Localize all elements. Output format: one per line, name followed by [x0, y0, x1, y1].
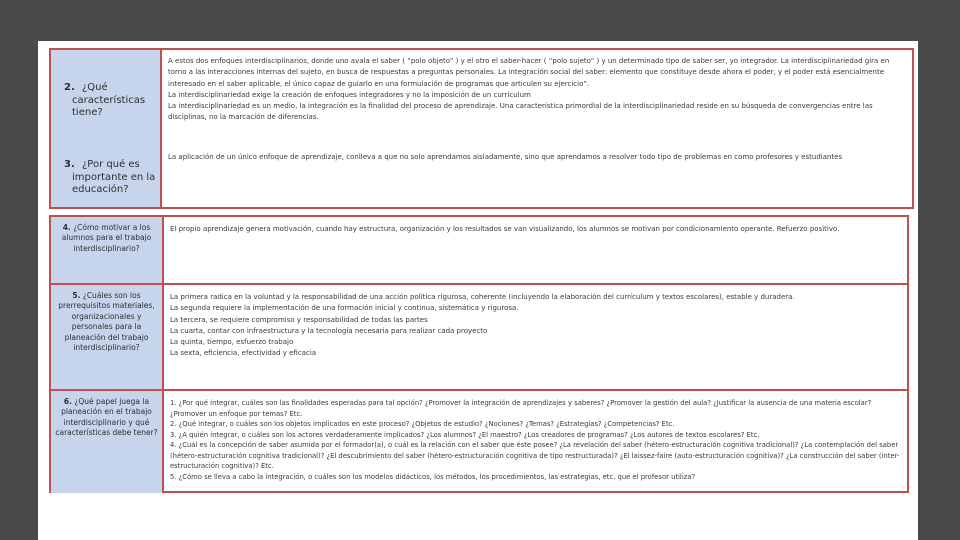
- answer-paragraph: 2. ¿Qué integrar, o cuáles son los objetos implicados en este proceso? ¿Objetos de estudio? ¿Nociones? ¿Temas? ¿Estrategias? ¿Competencias? Etc.: [170, 420, 675, 428]
- answer-paragraph: La aplicación de un único enfoque de aprendizaje, conlleva a que no solo aprendamos aisladamente, sino que aprendamos a resolver todo tipo de problemas en como profesores y estudiantes: [168, 153, 843, 161]
- answer-paragraph: 3. ¿A quién integrar, o cuáles son los actores verdaderamente implicados? ¿Los alumnos? ¿El maestro? ¿Los creadores de programas? ¿Los autores de textos escolares? Etc.: [170, 430, 760, 439]
- question-number: 5.: [72, 291, 81, 300]
- question-cell-6: [51, 391, 164, 493]
- answer-cell-4: [164, 217, 907, 283]
- answer-paragraph: 4. ¿Cuál es la concepción de saber asumida por el formador(a), o cuál es la relación con el saber que éste posee? ¿La revelación del saber (hétero-estructuración cognitiva tradicional)? ¿La contemplación del saber (hétero-estructuración cognitiva tradicional)? ¿El descubrimiento del saber (hétero-estructuración cognitiva de tipo restructurada)? ¿El laissez-faire (auto-estructuración cognitiva)? ¿La construcción del saber (inter-estructuración cognitiva)? Etc.: [170, 441, 900, 470]
- answer-paragraph: La interdisciplinariedad exige la creación de enfoques integradores y no la imposición de un currículum: [168, 90, 531, 99]
- answer-paragraph: La tercera, se requiere compromiso y responsabilidad de todas las partes: [170, 315, 428, 324]
- question-number: 3.: [64, 159, 75, 170]
- table-row-6: [49, 389, 909, 493]
- question-text: ¿Qué papel juega la planeación en el trabajo interdisciplinario y qué características debe tener?: [55, 397, 158, 438]
- question-text: ¿Cuáles son los prerrequisitos materiales, organizacionales y personales para la planeación del trabajo interdisciplinario?: [58, 291, 155, 353]
- slide: [38, 41, 918, 540]
- table-row-3: [49, 145, 914, 209]
- question-cell-4: [51, 217, 164, 285]
- answer-paragraph: El propio aprendizaje genera motivación, cuando hay estructura, organización y los resultados se van visualizando, los alumnos se motivan por condicionamiento operante. Refuerzo positivo.: [170, 225, 840, 233]
- answer-paragraph: La cuarta, contar con infraestructura y la tecnología necesaria para realizar cada proyecto: [170, 326, 488, 335]
- answer-paragraph: La quinta, tiempo, esfuerzo trabajo: [170, 338, 294, 347]
- answer-paragraph: La interdisciplinariedad es un medio, la integración es la finalidad del proceso de aprendizaje. Una característica primordial de la interdisciplinariedad reside en su búsqueda de convergencias entre las disciplinas, no la marcación de diferencias.: [168, 102, 873, 122]
- answer-paragraph: La primera radica en la voluntad y la responsabilidad de una acción política rigurosa, coherente (incluyendo la elaboración del currículum y textos escolares), estable y duradera.: [170, 293, 795, 301]
- question-number: 6.: [63, 397, 72, 406]
- question-text: ¿Cómo motivar a los alumnos para el trabajo interdisciplinario?: [61, 223, 152, 253]
- answer-cell-5: [164, 285, 907, 389]
- answer-cell-3: [162, 145, 912, 207]
- question-text: ¿Qué características tiene?: [72, 82, 146, 118]
- answer-paragraph: 1. ¿Por qué integrar, cuáles son las finalidades esperadas para tal opción? ¿Promover la integración de aprendizajes y saberes? ¿Promover la gestión del aula? ¿Justificar la ausencia de una materia escolar? ¿Promover un enfoque por temas? Etc.: [170, 399, 872, 418]
- table-row-4: [49, 215, 909, 285]
- question-cell-5: [51, 285, 164, 391]
- answer-paragraph: A estos dos enfoques interdisciplinarios, donde uno avala el saber ( “polo objeto” ) y el otro el saber-hacer ( “polo sujeto” ) y un determinado tipo de saber ser, yo integrador. La interdisciplinariedad gira en torno a las interacciones internas del sujeto, en busca de respuestas a preguntas personales. La integración social del saber: elemento que constituye desde ahora el poder, y el poder está esencialmente interesado en el saber aplicable, el único capaz de guiarlo en una formulación de programas que articulen su ejercicio”.: [168, 57, 890, 88]
- question-number: 2.: [64, 82, 75, 93]
- table-row-5: [49, 283, 909, 391]
- question-text: ¿Por qué es importante en la educación?: [72, 159, 156, 195]
- answer-paragraph: La sexta, eficiencia, efectividad y eficacia: [170, 349, 317, 358]
- question-number: 4.: [62, 223, 71, 232]
- answer-cell-6: [164, 391, 907, 491]
- question-cell-3: [51, 145, 162, 207]
- answer-paragraph: 5. ¿Cómo se lleva a cabo la integración, o cuáles son los modelos didácticos, los métodos, los procedimientos, las estrategias, etc. que el profesor utiliza?: [170, 472, 696, 481]
- answer-paragraph: La segunda requiere la implementación de una formación inicial y continua, sistemática y rigurosa.: [170, 304, 519, 313]
